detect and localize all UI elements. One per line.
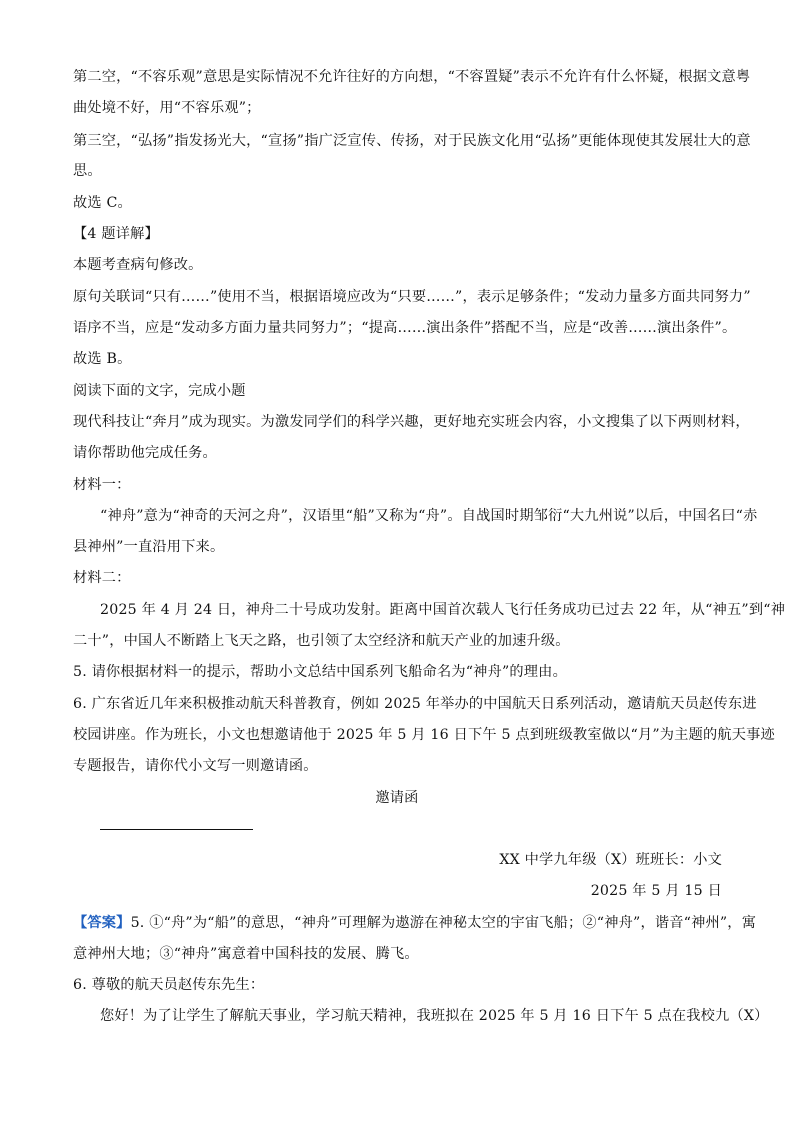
section-heading: 【4 题详解】 [73,226,159,242]
text-line: 思。 [73,163,102,179]
text-line: 现代科技让“奔月”成为现实。为激发同学们的科学兴趣，更好地充实班会内容，小文搜集了以下两则材料， [73,414,750,430]
text-line: 2025 年 4 月 24 日，神舟二十号成功发射。距离中国首次载人飞行任务成功已过去 22 年，从“神五”到“神 [100,602,786,618]
fill-in-blank-line [100,829,253,830]
answer-text: 5. ①“舟”为“船”的意思，“神舟”可理解为遨游在神秘太空的宇宙飞船；②“神舟”，谐音“神州”，寓 [130,915,757,931]
text-line: 本题考查病句修改。 [73,257,203,273]
text-line: 意神州大地；③“神舟”寓意着中国科技的发展、腾飞。 [73,946,419,962]
text-line: 第三空，“弘扬”指发扬光大，“宣扬”指广泛宣传、传扬，对于民族文化用“弘扬”更能体现使其发展壮大的意 [73,133,751,149]
letter-date: 2025 年 5 月 15 日 [590,883,722,899]
text-line: 故选 C。 [73,195,132,211]
text-line: 阅读下面的文字，完成小题 [73,383,246,399]
letter-title: 邀请函 [375,790,419,806]
text-line: 二十”，中国人不断踏上飞天之路，也引领了太空经济和航天产业的加速升级。 [73,633,570,649]
text-line: 语序不当，应是“发动多方面力量共同努力”；“提高……演出条件”搭配不当，应是“改善……演出条件”。 [73,320,737,336]
answer-tag: 【答案】 [73,915,131,931]
text-line: 请你帮助他完成任务。 [73,445,217,461]
text-line: 校园讲座。作为班长，小文也想邀请他于 2025 年 5 月 16 日下午 5 点到班级教室做以“月”为主题的航天事迹 [73,727,775,743]
text-line: 第二空，“不容乐观”意思是实际情况不允许往好的方向想，“不容置疑”表示不允许有什么怀疑，根据文意粤 [73,69,751,85]
text-line: “神舟”意为“神奇的天河之舟”，汉语里“船”又称为“舟”。自战国时期邹衍“大九州说”以后，中国名曰“赤 [100,508,758,524]
answer-line [73,913,757,933]
text-line: 故选 B。 [73,351,132,367]
text-line: 6. 尊敬的航天员赵传东先生： [73,977,265,993]
letter-signer: XX 中学九年级（X）班班长：小文 [499,852,722,868]
text-line: 原句关联词“只有……”使用不当，根据语境应改为“只要……”，表示足够条件；“发动力量多方面共同努力” [73,289,751,305]
material-label: 材料二： [73,570,131,586]
question-line: 6. 广东省近几年来积极推动航天科普教育，例如 2025 年举办的中国航天日系列活动，邀请航天员赵传东进 [73,696,757,712]
text-line: 专题报告，请你代小文写一则邀请函。 [73,758,318,774]
text-line: 曲处境不好，用“不容乐观”； [73,100,261,116]
text-line: 您好！为了让学生了解航天事业，学习航天精神，我班拟在 2025 年 5 月 16 日下午 5 点在我校九（X） [100,1008,769,1024]
question-line: 5. 请你根据材料一的提示，帮助小文总结中国系列飞船命名为“神舟”的理由。 [73,664,567,680]
text-line: 县神州”一直沿用下来。 [73,539,225,555]
material-label: 材料一： [73,477,131,493]
